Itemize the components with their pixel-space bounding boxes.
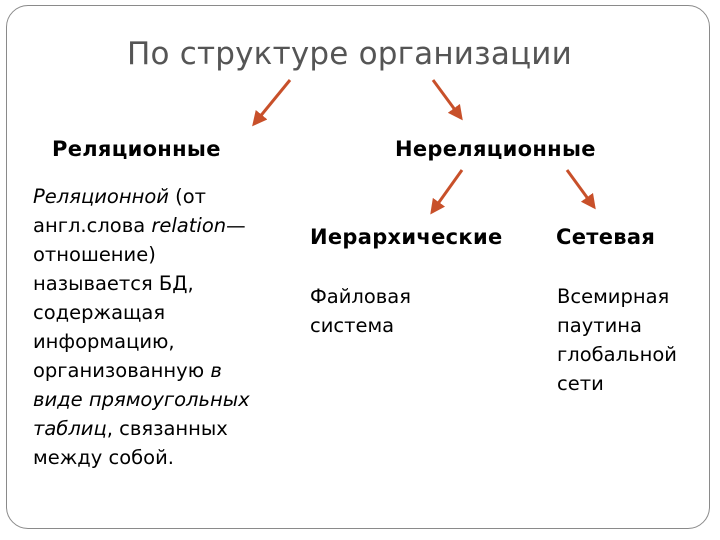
network-example [557,282,677,398]
relational-description [33,182,308,472]
description-segment: англ.слова [33,214,152,237]
description-line [33,211,308,240]
description-segment: , связанных [106,417,228,440]
example-line: глобальной [557,343,677,366]
nonrelational-heading: Нереляционные [395,137,596,161]
description-segment: (от [168,185,207,208]
description-segment: виде прямоугольных [33,388,250,411]
example-line: паутина [557,314,642,337]
description-segment: в [210,359,222,382]
description-line [33,414,308,443]
description-line [33,298,308,327]
description-segment: таблиц [33,417,107,440]
description-segment: — [226,214,246,237]
slide-title: По структуре организации [127,36,573,72]
example-line: система [310,314,395,337]
example-line: Всемирная [557,285,670,308]
example-line: сети [557,372,604,395]
description-segment: между собой. [33,446,174,469]
description-segment: содержащая [33,301,166,324]
description-line [33,385,308,414]
description-segment: называется БД, [33,272,194,295]
description-line [33,327,308,356]
description-line [33,182,308,211]
description-segment: организованную [33,359,211,382]
hierarchical-example [310,282,411,340]
description-segment: информацию, [33,330,175,353]
example-line: Файловая [310,285,411,308]
description-line [33,269,308,298]
description-line [33,356,308,385]
description-line [33,443,308,472]
hierarchical-heading: Иерархические [310,225,503,249]
network-heading: Сетевая [556,225,656,249]
description-segment: отношение) [33,243,156,266]
description-segment: Реляционной [33,185,169,208]
relational-heading: Реляционные [52,137,221,161]
description-line [33,240,308,269]
description-segment: relation [151,214,227,237]
